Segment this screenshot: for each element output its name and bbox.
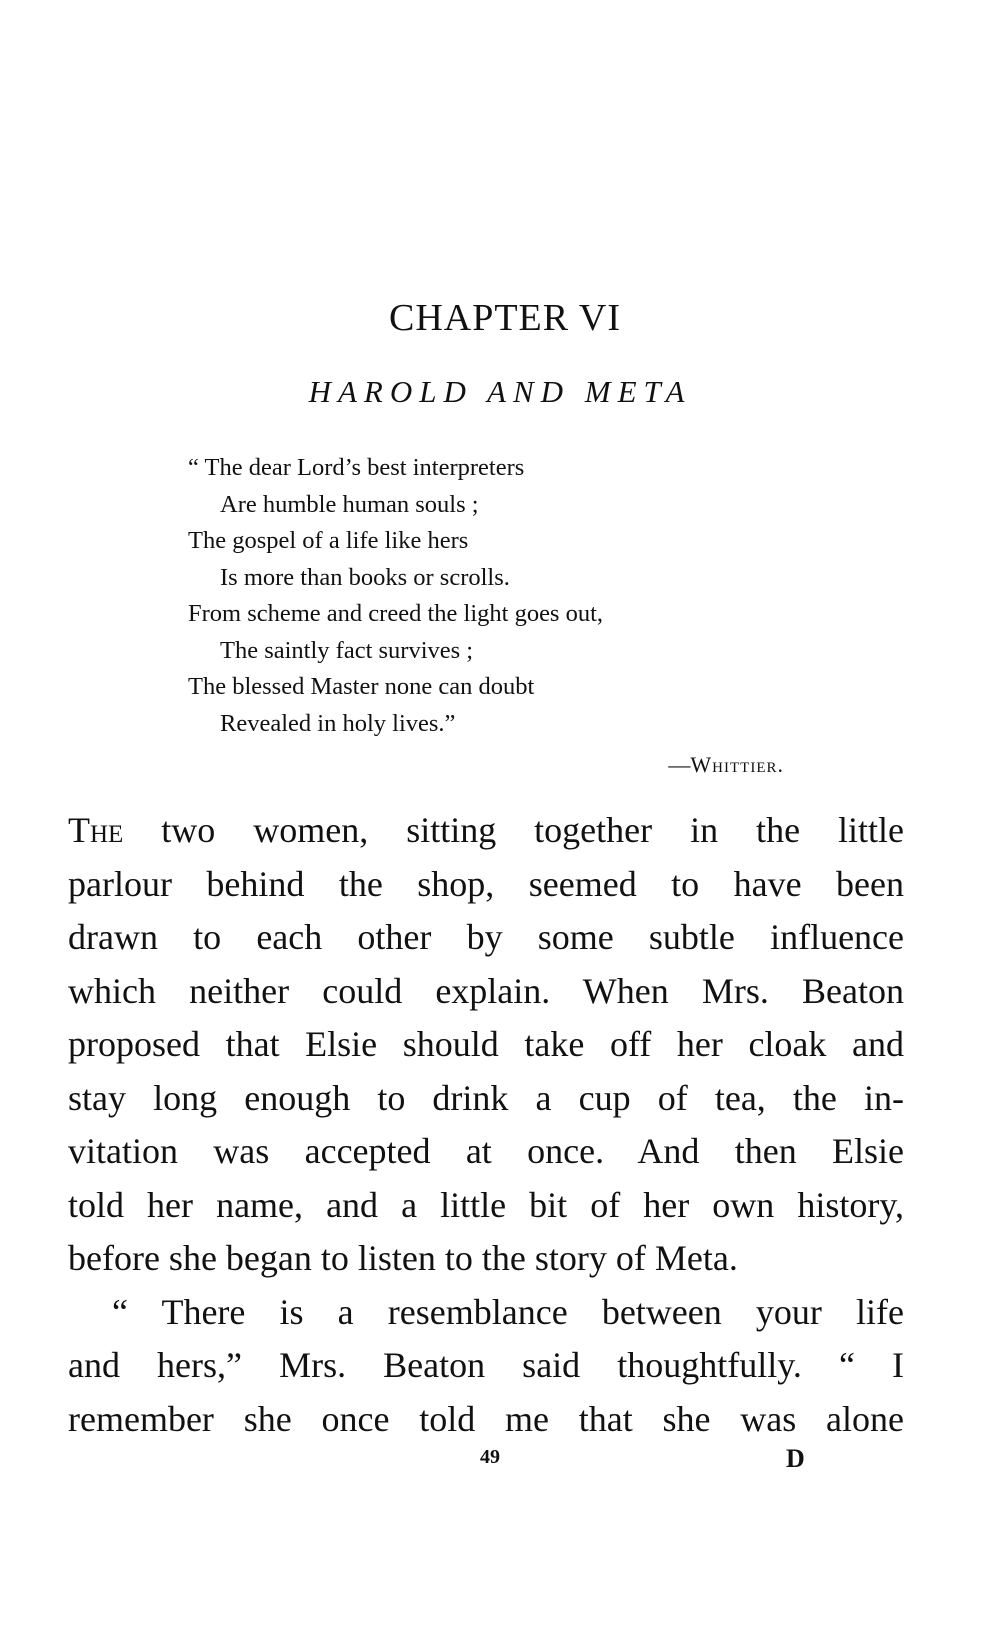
body-line-text: two women, sitting together in the little bbox=[123, 810, 904, 850]
body-line: remember she once told me that she was alone bbox=[68, 1398, 904, 1439]
body-text bbox=[68, 804, 904, 1446]
lead-word: The bbox=[68, 810, 124, 850]
body-line: “ There is a resemblance between your life bbox=[112, 1291, 904, 1332]
verse-line: The blessed Master none can doubt bbox=[188, 673, 535, 700]
verse-line: Are humble human souls ; bbox=[220, 490, 479, 518]
body-line: stay long enough to drink a cup of tea, the in- bbox=[68, 1077, 904, 1118]
body-line: told her name, and a little bit of her own history, bbox=[68, 1184, 904, 1225]
verse-line: The gospel of a life like hers bbox=[188, 527, 469, 554]
signature-mark: D bbox=[786, 1444, 805, 1473]
body-line: vitation was accepted at once. And then Elsie bbox=[68, 1131, 904, 1171]
chapter-title: HAROLD AND META bbox=[308, 374, 692, 409]
body-line: proposed that Elsie should take off her cloak and bbox=[68, 1024, 904, 1064]
verse-line: Is more than books or scrolls. bbox=[220, 563, 510, 591]
body-line: and hers,” Mrs. Beaton said thoughtfully. “ I bbox=[68, 1345, 904, 1385]
verse-line: The saintly fact survives ; bbox=[220, 636, 474, 664]
attribution-author: Whittier. bbox=[690, 752, 784, 777]
body-line bbox=[68, 804, 904, 858]
attribution-dash: — bbox=[668, 752, 691, 777]
body-line: before she began to listen to the story of Meta. bbox=[68, 1238, 738, 1278]
body-line: drawn to each other by some subtle influence bbox=[68, 917, 904, 957]
verse-line: From scheme and creed the light goes out, bbox=[188, 600, 604, 627]
chapter-heading: CHAPTER VI bbox=[388, 297, 622, 339]
body-line: which neither could explain. When Mrs. Beaton bbox=[68, 970, 904, 1011]
page-number: 49 bbox=[480, 1446, 500, 1468]
epigraph-poem bbox=[188, 450, 808, 742]
verse-line: “ The dear Lord’s best interpreters bbox=[188, 454, 525, 481]
epigraph-attribution bbox=[668, 752, 784, 778]
verse-line: Revealed in holy lives.” bbox=[220, 709, 456, 737]
body-line: parlour behind the shop, seemed to have been bbox=[68, 863, 904, 904]
